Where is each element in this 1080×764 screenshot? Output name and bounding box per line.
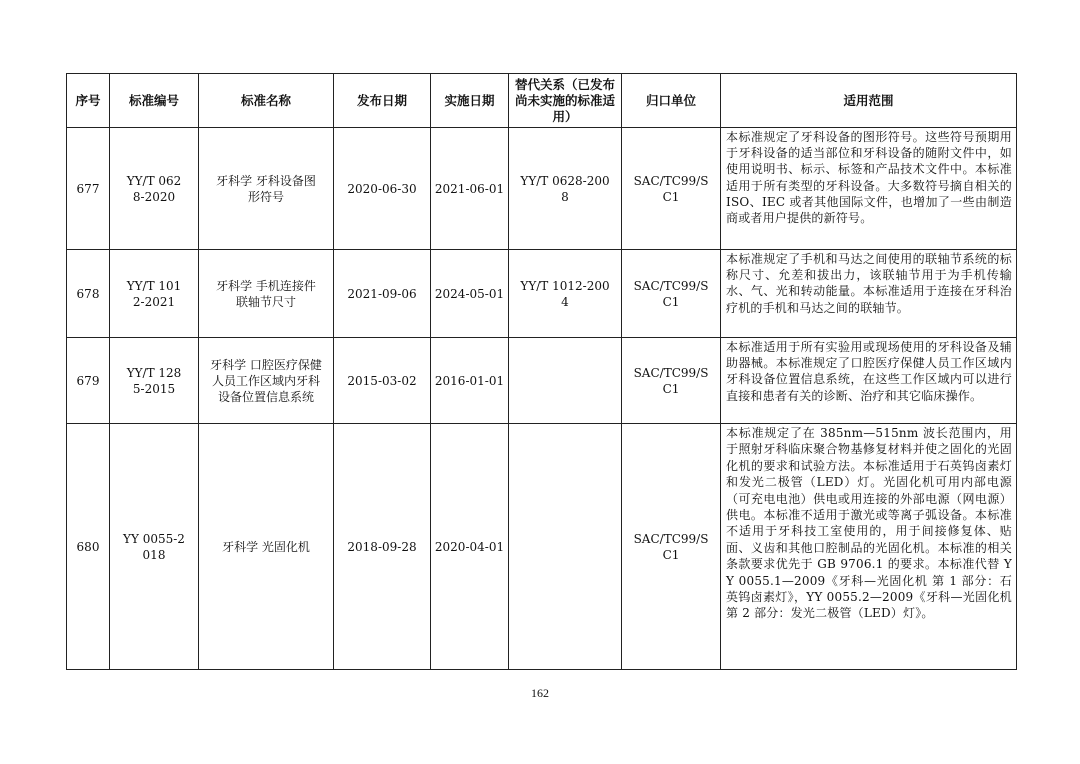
cell-publish-date: 2020-06-30 bbox=[334, 128, 431, 250]
header-row bbox=[67, 74, 1017, 128]
header-name: 标准名称 bbox=[199, 74, 334, 128]
header-implement-date: 实施日期 bbox=[431, 74, 509, 128]
cell-unit: SAC/TC99/SC1 bbox=[622, 250, 721, 338]
cell-replacement bbox=[509, 424, 622, 670]
cell-replacement: YY/T 1012-2004 bbox=[509, 250, 622, 338]
cell-seq: 677 bbox=[67, 128, 110, 250]
table-row bbox=[67, 338, 1017, 424]
cell-implement-date: 2020-04-01 bbox=[431, 424, 509, 670]
cell-seq: 679 bbox=[67, 338, 110, 424]
cell-code: YY/T 1285-2015 bbox=[110, 338, 199, 424]
cell-unit: SAC/TC99/SC1 bbox=[622, 128, 721, 250]
cell-unit: SAC/TC99/SC1 bbox=[622, 424, 721, 670]
cell-seq: 680 bbox=[67, 424, 110, 670]
header-seq: 序号 bbox=[67, 74, 110, 128]
cell-unit: SAC/TC99/SC1 bbox=[622, 338, 721, 424]
cell-implement-date: 2021-06-01 bbox=[431, 128, 509, 250]
cell-code: YY/T 0628-2020 bbox=[110, 128, 199, 250]
cell-publish-date: 2015-03-02 bbox=[334, 338, 431, 424]
header-scope: 适用范围 bbox=[721, 74, 1017, 128]
cell-name: 牙科学 牙科设备图形符号 bbox=[199, 128, 334, 250]
header-replacement: 替代关系（已发布尚未实施的标准适用） bbox=[509, 74, 622, 128]
cell-code: YY 0055-2018 bbox=[110, 424, 199, 670]
table-row bbox=[67, 250, 1017, 338]
header-unit: 归口单位 bbox=[622, 74, 721, 128]
cell-scope: 本标准规定了牙科设备的图形符号。这些符号预期用于牙科设备的适当部位和牙科设备的随附文件中，如使用说明书、标示、标签和产品技术文件中。本标准适用于所有类型的牙科设备。大多数符号摘自相关的 ISO、IEC 或者其他国际文件，也增加了一些由制造商或者用户提供的新符号。 bbox=[721, 128, 1017, 250]
cell-code: YY/T 1012-2021 bbox=[110, 250, 199, 338]
cell-publish-date: 2018-09-28 bbox=[334, 424, 431, 670]
table-row bbox=[67, 424, 1017, 670]
cell-implement-date: 2016-01-01 bbox=[431, 338, 509, 424]
header-publish-date: 发布日期 bbox=[334, 74, 431, 128]
cell-scope: 本标准规定了在 385nm—515nm 波长范围内，用于照射牙科临床聚合物基修复材料并使之固化的光固化机的要求和试验方法。本标准适用于石英钨卤素灯和发光二极管（LED）灯。光固化机可用内部电源（可充电电池）供电或用连接的外部电源（网电源）供电。本标准不适用于激光或等离子弧设备。本标准不适用于牙科技工室使用的，用于间接修复体、贴面、义齿和其他口腔制品的光固化机。本标准的相关条款要求优先于 GB 9706.1 的要求。本标准代替 YY 0055.1—2009《牙科—光固化机 第 1 部分：石英钨卤素灯》，YY 0055.2—2009《牙科—光固化机 第 2 部分：发光二极管（LED）灯》。 bbox=[721, 424, 1017, 670]
header-code: 标准编号 bbox=[110, 74, 199, 128]
table-row bbox=[67, 128, 1017, 250]
cell-name: 牙科学 口腔医疗保健人员工作区域内牙科设备位置信息系统 bbox=[199, 338, 334, 424]
cell-publish-date: 2021-09-06 bbox=[334, 250, 431, 338]
page-number: 162 bbox=[531, 686, 549, 700]
standards-table bbox=[66, 73, 1017, 670]
cell-name: 牙科学 手机连接件联轴节尺寸 bbox=[199, 250, 334, 338]
cell-replacement bbox=[509, 338, 622, 424]
cell-seq: 678 bbox=[67, 250, 110, 338]
cell-name: 牙科学 光固化机 bbox=[199, 424, 334, 670]
cell-replacement: YY/T 0628-2008 bbox=[509, 128, 622, 250]
cell-scope: 本标准适用于所有实验用或现场使用的牙科设备及辅助器械。本标准规定了口腔医疗保健人员工作区域内牙科设备位置信息系统，在这些工作区域内可以进行直接和患者有关的诊断、治疗和其它临床操作。 bbox=[721, 338, 1017, 424]
cell-scope: 本标准规定了手机和马达之间使用的联轴节系统的标称尺寸、允差和拔出力，该联轴节用于为手机传输水、气、光和转动能量。本标准适用于连接在牙科治疗机的手机和马达之间的联轴节。 bbox=[721, 250, 1017, 338]
cell-implement-date: 2024-05-01 bbox=[431, 250, 509, 338]
